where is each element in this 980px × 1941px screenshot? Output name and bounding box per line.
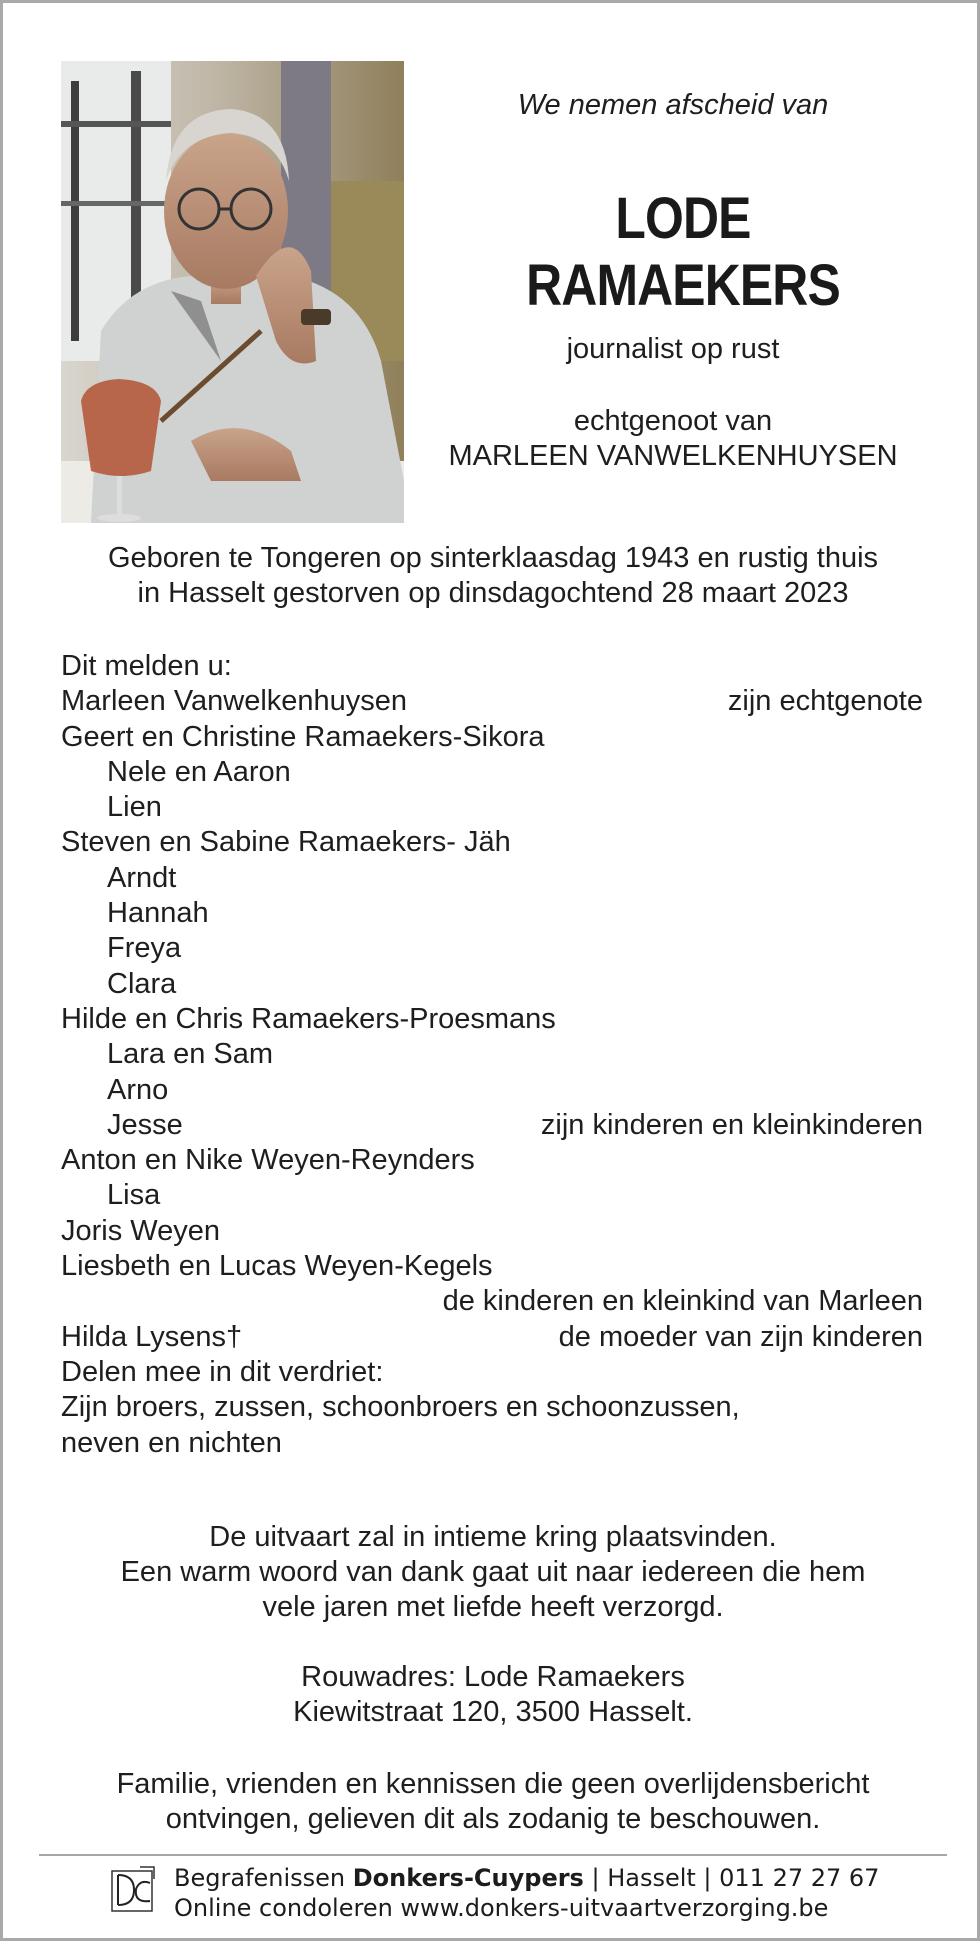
death-line: in Hasselt gestorven op dinsdagochtend 28 maart 2023: [137, 577, 849, 609]
funeral-line: Een warm woord van dank gaat uit naar iedereen die hem: [120, 1556, 866, 1588]
company-contact: | Hasselt | 011 27 27 67: [583, 1864, 880, 1892]
announcement-name: Nele en Aaron: [107, 755, 291, 788]
announcement-name: Geert en Christine Ramaekers-Sikora: [61, 720, 545, 753]
announcement-name: Marleen Vanwelkenhuysen: [61, 685, 408, 718]
announcement-name: Clara: [107, 967, 177, 1000]
birth-line: Geboren te Tongeren op sinterklaasdag 1943 en rustig thuis: [107, 542, 879, 574]
announcement-line: [61, 1390, 923, 1425]
funeral-statement: [63, 1520, 923, 1625]
notice-statement: [63, 1767, 923, 1837]
announcement-line: [61, 790, 923, 825]
announcement-line: [61, 1284, 923, 1319]
announcement-name: Arno: [107, 1073, 169, 1106]
announcement-line: [61, 1108, 923, 1143]
deceased-name: LODE RAMAEKERS: [526, 186, 840, 318]
announcement-relation: de kinderen en kleinkind van Marleen: [442, 1285, 923, 1318]
company-prefix: Begrafenissen: [174, 1864, 353, 1892]
announcement-line: [61, 967, 923, 1002]
footer-text: [174, 1863, 879, 1923]
footer: [110, 1863, 930, 1925]
announcement-name: Hannah: [107, 897, 209, 930]
announcement-name: Hilde en Chris Ramaekers-Proesmans: [61, 1002, 556, 1035]
announcement-name: Arndt: [107, 861, 177, 894]
announcement-line: [61, 861, 923, 896]
announcement-name: Freya: [107, 932, 182, 965]
occupation: journalist op rust: [566, 333, 780, 365]
company-name: Donkers-Cuypers: [352, 1864, 584, 1892]
spouse-label: echtgenoot van: [573, 405, 773, 437]
funeral-line: De uitvaart zal in intieme kring plaatsvinden.: [209, 1521, 777, 1553]
announcement-name: Jesse: [107, 1108, 183, 1141]
announcement-line: [61, 1037, 923, 1072]
announcement-name: Joris Weyen: [61, 1214, 221, 1247]
announcement-relation: zijn kinderen en kleinkinderen: [540, 1108, 923, 1141]
announcement-name: Steven en Sabine Ramaekers- Jäh: [61, 826, 511, 859]
announcement-name: Lien: [107, 791, 162, 824]
announcement-name: Dit melden u:: [61, 650, 232, 682]
announcement-line: [61, 1073, 923, 1108]
announcement-name: Liesbeth en Lucas Weyen-Kegels: [61, 1250, 493, 1283]
announcement-line: [61, 1178, 923, 1213]
announcement-name: Delen mee in dit verdriet:: [61, 1355, 384, 1388]
announcement-name: neven en nichten: [61, 1426, 282, 1459]
announcement-name: Zijn broers, zussen, schoonbroers en schoonzussen,: [61, 1391, 740, 1424]
announcement-relation: zijn echtgenote: [727, 685, 923, 718]
announcement-line: [61, 896, 923, 931]
notice-line: ontvingen, gelieven dit als zodanig te beschouwen.: [165, 1803, 821, 1835]
announcement-line: [61, 755, 923, 790]
announcement-name: Hilda Lysens†: [61, 1320, 243, 1353]
announcement-line: [61, 1320, 923, 1355]
portrait-photo: [61, 61, 404, 523]
announcement-line: [61, 1214, 923, 1249]
announcement-line: [61, 1355, 923, 1390]
announcement-relation: de moeder van zijn kinderen: [558, 1320, 923, 1353]
announcement-line: [61, 1002, 923, 1037]
funeral-line: vele jaren met liefde heeft verzorgd.: [262, 1591, 724, 1623]
online-condolence-line[interactable]: Online condoleren www.donkers-uitvaartverzorging.be: [174, 1894, 829, 1922]
announcement-name: Lara en Sam: [107, 1038, 274, 1071]
announcement-line: [61, 1143, 923, 1178]
dc-monogram-logo-icon: [110, 1865, 156, 1913]
announcement-line: [61, 684, 923, 719]
intro-text: We nemen afscheid van: [517, 89, 829, 121]
announcement-list: [61, 649, 923, 1461]
announcement-name: Anton en Nike Weyen-Reynders: [61, 1144, 475, 1177]
address-line: Rouwadres: Lode Ramaekers: [301, 1661, 685, 1693]
mourning-address: [63, 1660, 923, 1730]
portrait-photo-image: [61, 61, 404, 523]
birth-death-statement: [63, 541, 923, 611]
spouse-name: MARLEEN VANWELKENHUYSEN: [448, 440, 898, 472]
announcement-line: [61, 720, 923, 755]
notice-line: Familie, vrienden en kennissen die geen overlijdensbericht: [116, 1768, 870, 1800]
announcement-line: [61, 1426, 923, 1461]
announcement-line: [61, 649, 923, 684]
announcement-name: Lisa: [107, 1179, 161, 1212]
company-line: [174, 1863, 879, 1893]
footer-divider: [39, 1854, 947, 1856]
announcement-line: [61, 1249, 923, 1284]
announcement-line: [61, 825, 923, 860]
announcement-line: [61, 931, 923, 966]
address-line: Kiewitstraat 120, 3500 Hasselt.: [293, 1696, 693, 1728]
